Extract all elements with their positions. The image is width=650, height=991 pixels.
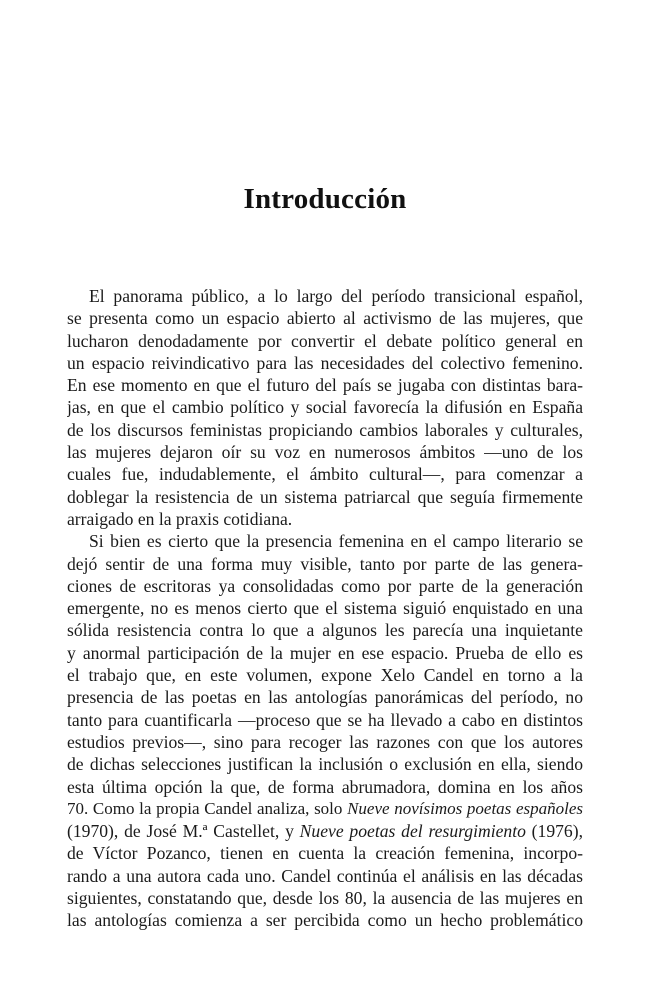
text-line: un espacio reivindicativo para las necesidades del colectivo femenino. xyxy=(67,352,583,373)
text-line: sólida resistencia contra lo que a algunos les parecía una inquietante xyxy=(67,620,583,641)
paragraph-2 xyxy=(67,530,583,931)
text-line: jas, en que el cambio político y social favorecía la difusión en España xyxy=(67,397,583,418)
text-line: siguientes, constatando que, desde los 80, la ausencia de las mujeres en xyxy=(67,888,583,909)
text-line: y anormal participación de la mujer en ese espacio. Prueba de ello es xyxy=(67,642,583,663)
text-line: el trabajo que, en este volumen, expone Xelo Candel en torno a la xyxy=(67,665,583,686)
text-line: emergente, no es menos cierto que el sistema siguió enquistado en una xyxy=(67,598,583,619)
text-line xyxy=(67,798,583,820)
text-line: lucharon denodadamente por convertir el debate político general en xyxy=(67,330,583,351)
text-line: de los discursos feministas propiciando cambios laborales y culturales, xyxy=(67,419,583,440)
book-title-italic: Nueve novísimos poetas españoles xyxy=(347,798,583,818)
text-line: tanto para cuantificarla —proceso que se ha llevado a cabo en distintos xyxy=(67,709,583,730)
text-segment: (1970), de José M.ª Castellet, y xyxy=(67,821,300,842)
text-line: ciones de escritoras ya consolidadas como por parte de la generación xyxy=(67,575,583,596)
paragraph-1 xyxy=(67,285,583,530)
text-line: cuales fue, indudablemente, el ámbito cultural—, para comenzar a xyxy=(67,464,583,485)
text-line: de dichas selecciones justifican la inclusión o exclusión en ella, siendo xyxy=(67,754,583,775)
text-segment: (1976), xyxy=(525,821,583,842)
text-line: doblegar la resistencia de un sistema patriarcal que seguía firmemente xyxy=(67,486,583,507)
text-line: estudios previos—, sino para recoger las razones con que los autores xyxy=(67,731,583,752)
text-line: se presenta como un espacio abierto al activismo de las mujeres, que xyxy=(67,308,583,329)
text-line: las mujeres dejaron oír su voz en numerosos ámbitos —uno de los xyxy=(67,442,583,463)
text-line xyxy=(67,820,583,842)
body-text xyxy=(67,285,583,932)
text-line: esta última opción la que, de forma abrumadora, domina en los años xyxy=(67,776,583,797)
text-line: presencia de las poetas en las antologías panorámicas del período, no xyxy=(67,687,583,708)
text-line: dejó sentir de una forma muy visible, tanto por parte de las genera- xyxy=(67,553,583,574)
text-segment: 70. Como la propia Candel analiza, solo xyxy=(67,798,348,818)
chapter-title: Introducción xyxy=(243,183,407,215)
text-line: Si bien es cierto que la presencia femenina en el campo literario se xyxy=(89,531,583,552)
text-line: las antologías comienza a ser percibida como un hecho problemático xyxy=(67,910,583,931)
text-line: de Víctor Pozanco, tienen en cuenta la creación femenina, incorpo- xyxy=(67,843,583,864)
text-line: arraigado en la praxis cotidiana. xyxy=(67,508,293,529)
text-line: El panorama público, a lo largo del período transicional español, xyxy=(89,286,583,306)
text-line: En ese momento en que el futuro del país se jugaba con distintas bara- xyxy=(67,375,583,396)
text-line: rando a una autora cada uno. Candel continúa el análisis en las décadas xyxy=(67,865,583,886)
book-title-italic: Nueve poetas del resurgimiento xyxy=(299,821,526,842)
